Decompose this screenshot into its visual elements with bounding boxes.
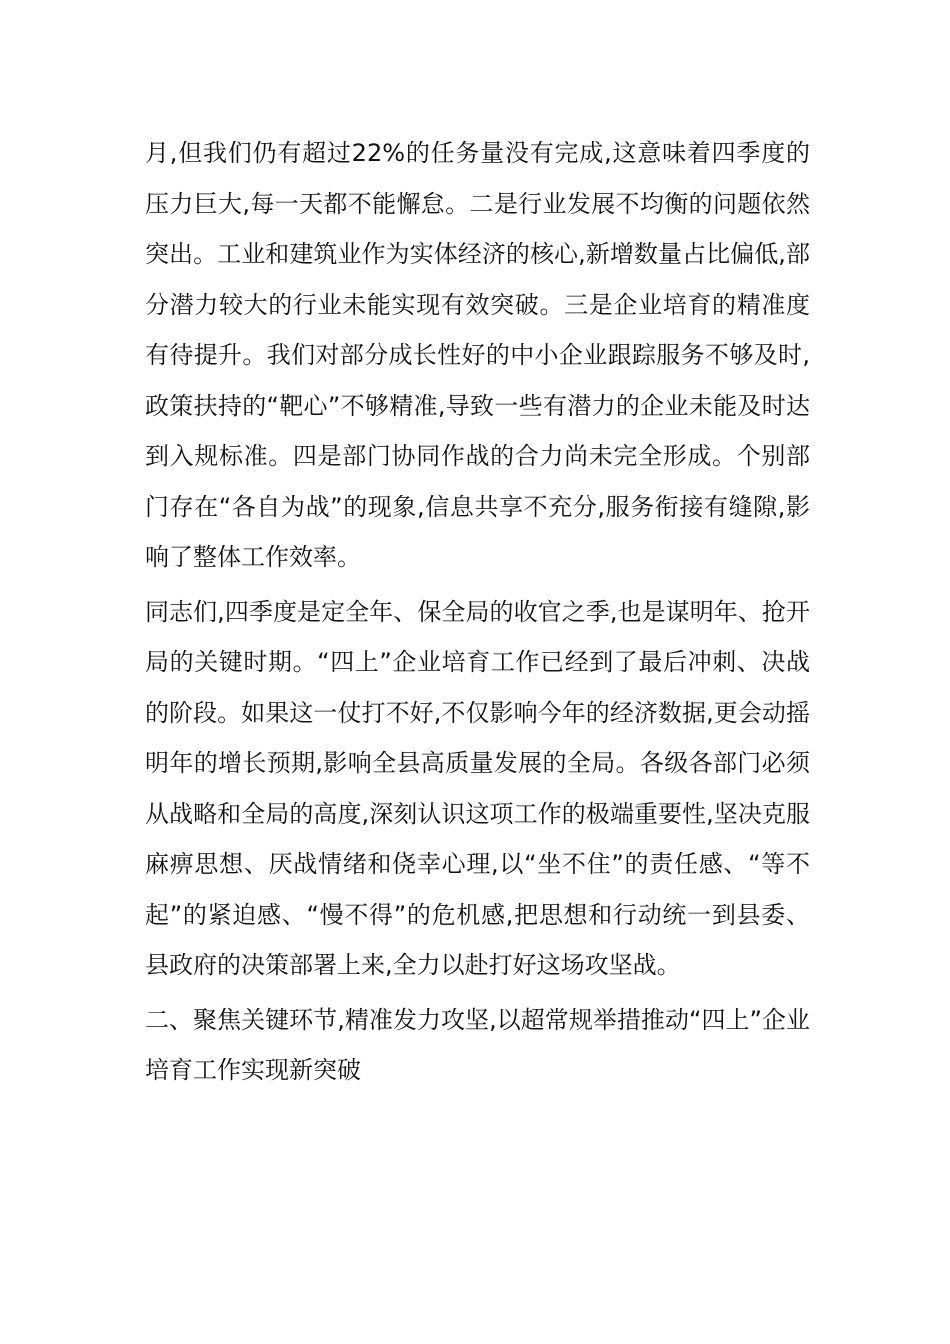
paragraph-problems: 月,但我们仍有超过22%的任务量没有完成,这意味着四季度的压力巨大,每一天都不能懈怠。二是行业发展不均衡的问题依然突出。工业和建筑业作为实体经济的核心,新增数量占比偏低,部分潜力较大的行业未能实现有效突破。三是企业培育的精准度有待提升。我们对部分成长性好的中小企业跟踪服务不够及时,政策扶持的“靶心”不够精准,导致一些有潜力的企业未能及时达到入规标准。四是部门协同作战的合力尚未完全形成。个别部门存在“各自为战”的现象,信息共享不充分,服务衔接有缝隙,影响了整体工作效率。 bbox=[145, 139, 810, 571]
paragraph-mobilization: 同志们,四季度是定全年、保全局的收官之季,也是谋明年、抢开局的关键时期。“四上”企业培育工作已经到了最后冲刺、决战的阶段。如果这一仗打不好,不仅影响今年的经济数据,更会动摇明年的增长预期,影响全县高质量发展的全局。各级各部门必须从战略和全局的高度,深刻认识这项工作的极端重要性,坚决克服麻痹思想、厌战情绪和侥幸心理,以“坐不住”的责任感、“等不起”的紧迫感、“慢不得”的危机感,把思想和行动统一到县委、县政府的决策部署上来,全力以赴打好这场攻坚战。 bbox=[145, 597, 810, 979]
document-body bbox=[145, 128, 810, 1096]
section-heading-2: 二、聚焦关键环节,精准发力攻坚,以超常规举措推动“四上”企业培育工作实现新突破 bbox=[145, 1005, 810, 1084]
